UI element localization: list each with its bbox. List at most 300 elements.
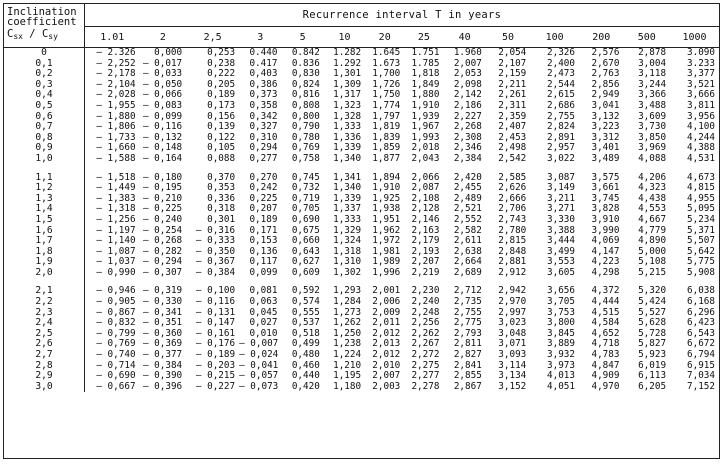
value-cell: 1,939 bbox=[411, 110, 440, 122]
coefficient-header-line1: Inclination bbox=[7, 6, 77, 18]
value-cell: 1,967 bbox=[411, 121, 440, 133]
interval-header: 5 bbox=[281, 27, 323, 48]
value-cell: – 0,282 bbox=[142, 245, 183, 257]
value-cell: – 0,316 bbox=[195, 224, 236, 236]
value-cell: 3,575 bbox=[591, 171, 620, 183]
value-cell: 0,000 bbox=[154, 47, 183, 58]
interval-header: 1000 bbox=[670, 27, 719, 48]
value-cell: 2,891 bbox=[547, 131, 575, 143]
value-cell: – 0,367 bbox=[195, 256, 236, 268]
value-cell: – 0,017 bbox=[142, 57, 183, 69]
value-cell: 4,531 bbox=[687, 152, 715, 164]
value-cell: – 0,195 bbox=[142, 182, 183, 194]
value-cell: 2,706 bbox=[498, 203, 527, 215]
value-cell: 0,225 bbox=[249, 192, 278, 204]
value-cell: 1.645 bbox=[372, 47, 401, 58]
value-cell: 5,642 bbox=[687, 245, 715, 257]
coefficient-cell: 0,9 bbox=[4, 143, 84, 154]
value-cell: 2,277 bbox=[411, 370, 440, 382]
value-cell: 1,323 bbox=[333, 99, 362, 111]
value-cell: 2,824 bbox=[547, 121, 575, 133]
value-cell: – 0,690 bbox=[96, 370, 136, 382]
interval-header: 25 bbox=[404, 27, 443, 48]
value-cell: 2,384 bbox=[453, 152, 482, 164]
value-cell: 5,371 bbox=[687, 224, 715, 236]
value-cell: – 2.326 bbox=[96, 47, 136, 58]
value-cell: 2,240 bbox=[411, 296, 440, 308]
value-cell: 4,088 bbox=[638, 152, 667, 164]
value-cell: – 0,294 bbox=[142, 256, 183, 268]
coefficient-cell: 2,0 bbox=[4, 268, 84, 279]
value-cell: 2,001 bbox=[372, 285, 401, 297]
value-cell: 0,205 bbox=[207, 78, 236, 90]
value-cell: 0,627 bbox=[291, 256, 320, 268]
value-cell: 1,880 bbox=[411, 89, 440, 101]
value-cell: 3,745 bbox=[591, 192, 620, 204]
value-cell: 2,420 bbox=[453, 171, 482, 183]
value-cell: 3,969 bbox=[638, 142, 667, 154]
value-cell: 2,159 bbox=[498, 68, 527, 80]
value-cell: 3,366 bbox=[638, 89, 667, 101]
value-cell: 5,424 bbox=[638, 296, 667, 308]
value-cell: 4,244 bbox=[687, 131, 715, 143]
value-cell: – 0,073 bbox=[239, 380, 279, 392]
value-cell: – 0,176 bbox=[195, 338, 236, 350]
coefficient-cell: 2,5 bbox=[4, 329, 84, 340]
value-cell: 2,308 bbox=[453, 131, 482, 143]
value-cell: 1,750 bbox=[372, 89, 401, 101]
value-cell: 3,609 bbox=[638, 110, 667, 122]
value-cell: 4,673 bbox=[687, 171, 715, 183]
value-cell: – 0,867 bbox=[96, 306, 136, 318]
value-cell: – 0,066 bbox=[142, 89, 183, 101]
value-cell: 0,800 bbox=[291, 110, 320, 122]
value-cell: 0,310 bbox=[249, 131, 278, 143]
value-cell: 5,000 bbox=[638, 245, 667, 257]
value-cell: 4,223 bbox=[591, 256, 620, 268]
coefficient-cell: 2,4 bbox=[4, 318, 84, 329]
value-cell: – 1,518 bbox=[96, 171, 136, 183]
value-cell: 2,262 bbox=[411, 327, 440, 339]
value-cell: 1,293 bbox=[333, 285, 362, 297]
value-cell: 4,515 bbox=[591, 306, 620, 318]
ratio-slash: / bbox=[22, 28, 42, 40]
table-body bbox=[4, 48, 719, 393]
value-cell: 0,373 bbox=[249, 89, 278, 101]
value-cell: 3,223 bbox=[591, 121, 620, 133]
value-cell: 1,310 bbox=[333, 256, 362, 268]
value-cell: 7,152 bbox=[687, 380, 715, 392]
value-cell: 0,499 bbox=[291, 338, 320, 350]
value-cell: 2,775 bbox=[453, 317, 482, 329]
value-cell: 2,686 bbox=[547, 99, 575, 111]
value-cell: – 0,369 bbox=[142, 338, 183, 350]
value-cell: – 0,254 bbox=[142, 224, 183, 236]
coefficient-cell: 1,0 bbox=[4, 154, 84, 165]
value-cell: – 1,037 bbox=[96, 256, 136, 268]
value-cell: 2,542 bbox=[498, 152, 527, 164]
value-cell: 3,377 bbox=[687, 68, 715, 80]
interval-header: 500 bbox=[623, 27, 670, 48]
value-cell: – 0,799 bbox=[96, 327, 136, 339]
value-cell: 4,147 bbox=[591, 245, 620, 257]
value-cell: 0,690 bbox=[291, 213, 320, 225]
value-cell: 2,576 bbox=[591, 47, 620, 58]
value-cell: – 1,660 bbox=[96, 142, 136, 154]
value-cell: 3.090 bbox=[687, 47, 715, 58]
value-cell: 0,574 bbox=[291, 296, 320, 308]
value-cell: 2,743 bbox=[498, 213, 527, 225]
value-cell: 0,592 bbox=[291, 285, 320, 297]
value-cell: – 0,161 bbox=[195, 327, 236, 339]
value-cell: 2,163 bbox=[411, 224, 440, 236]
value-cell: – 0,384 bbox=[142, 359, 183, 371]
value-cell: 0,336 bbox=[207, 192, 236, 204]
value-cell: 6,205 bbox=[638, 380, 667, 392]
value-cell: – 0,116 bbox=[195, 296, 236, 308]
value-cell: 0,537 bbox=[291, 317, 320, 329]
value-cell: 2,012 bbox=[372, 327, 401, 339]
value-cell: 4,553 bbox=[638, 203, 667, 215]
value-cell: 4,372 bbox=[591, 285, 620, 297]
value-cell: 1,700 bbox=[372, 68, 401, 80]
value-cell: – 0,268 bbox=[142, 235, 183, 247]
value-cell: 1,894 bbox=[372, 171, 401, 183]
value-cell: 2,248 bbox=[411, 306, 440, 318]
value-cell: 2,626 bbox=[498, 182, 527, 194]
value-cell: 1,180 bbox=[333, 380, 362, 392]
value-cell: 2,793 bbox=[453, 327, 482, 339]
value-cell: 4,388 bbox=[687, 142, 715, 154]
value-cell: 2,087 bbox=[411, 182, 440, 194]
value-cell: 3,048 bbox=[498, 327, 527, 339]
value-cell: 0,088 bbox=[207, 152, 236, 164]
value-cell: 0,189 bbox=[207, 89, 236, 101]
table-row bbox=[4, 215, 719, 226]
value-cell: 4,815 bbox=[687, 182, 715, 194]
value-cell: 1.751 bbox=[411, 47, 440, 58]
value-cell: 1.673 bbox=[372, 57, 401, 69]
value-cell: 3,118 bbox=[638, 68, 667, 80]
value-cell: 6,423 bbox=[687, 317, 715, 329]
header-row-intervals bbox=[4, 27, 719, 48]
value-cell: – 0,390 bbox=[142, 370, 183, 382]
value-cell: 3,666 bbox=[687, 89, 715, 101]
value-cell: 2,211 bbox=[498, 78, 527, 90]
value-cell: 4,847 bbox=[591, 359, 620, 371]
value-cell: 0,705 bbox=[291, 203, 320, 215]
value-cell: – 0,330 bbox=[142, 296, 183, 308]
value-cell: – 0,203 bbox=[195, 359, 236, 371]
value-cell: 2,455 bbox=[453, 182, 482, 194]
coefficient-cell: 1,6 bbox=[4, 226, 84, 237]
value-cell: 2,186 bbox=[453, 99, 482, 111]
value-cell: 3,521 bbox=[687, 78, 715, 90]
value-cell: 0,136 bbox=[249, 245, 278, 257]
value-cell: 3,132 bbox=[591, 110, 620, 122]
value-cell: 1,925 bbox=[372, 192, 401, 204]
value-cell: 2,346 bbox=[453, 142, 482, 154]
value-cell: 4,444 bbox=[591, 296, 620, 308]
value-cell: 2,359 bbox=[498, 110, 527, 122]
value-cell: 5,507 bbox=[687, 235, 715, 247]
value-cell: 4,779 bbox=[638, 224, 667, 236]
value-cell: 2,552 bbox=[453, 213, 482, 225]
value-cell: 6,672 bbox=[687, 338, 715, 350]
value-cell: 0,780 bbox=[291, 131, 320, 143]
coefficient-cell: 0,3 bbox=[4, 80, 84, 91]
value-cell: 1,859 bbox=[372, 142, 401, 154]
value-cell: 3,705 bbox=[547, 296, 575, 308]
value-cell: 2,267 bbox=[411, 338, 440, 350]
value-cell: 0,370 bbox=[207, 171, 236, 183]
value-cell: 0,294 bbox=[249, 142, 278, 154]
value-cell: 0,222 bbox=[207, 68, 236, 80]
value-cell: 2,453 bbox=[498, 131, 527, 143]
value-cell: 3,087 bbox=[547, 171, 575, 183]
interval-header: 200 bbox=[579, 27, 623, 48]
value-cell: 6,794 bbox=[687, 349, 715, 361]
value-cell: 2,521 bbox=[453, 203, 482, 215]
value-cell: 2,670 bbox=[591, 57, 620, 69]
value-cell: 0,660 bbox=[291, 235, 320, 247]
value-cell: 3,330 bbox=[547, 213, 575, 225]
value-cell: – 0,946 bbox=[96, 285, 136, 297]
frequency-factor-table bbox=[4, 4, 719, 392]
value-cell: – 0,132 bbox=[142, 131, 183, 143]
value-cell: 6,543 bbox=[687, 327, 715, 339]
coefficient-cell: 1,4 bbox=[4, 204, 84, 215]
coefficient-cell: 2,6 bbox=[4, 339, 84, 350]
value-cell: 3,753 bbox=[547, 306, 575, 318]
value-cell: 0,386 bbox=[249, 78, 278, 90]
value-cell: 5,908 bbox=[687, 266, 715, 278]
value-cell: 2,272 bbox=[411, 349, 440, 361]
value-cell: 0,420 bbox=[291, 380, 320, 392]
value-cell: 5,527 bbox=[638, 306, 667, 318]
value-cell: 0,318 bbox=[207, 203, 236, 215]
value-cell: 2,043 bbox=[411, 152, 440, 164]
value-cell: 4,890 bbox=[638, 235, 667, 247]
value-cell: 2,615 bbox=[547, 89, 575, 101]
value-cell: 5,728 bbox=[638, 327, 667, 339]
coefficient-cell: 1,3 bbox=[4, 194, 84, 205]
value-cell: 4,013 bbox=[547, 370, 575, 382]
value-cell: 2,142 bbox=[453, 89, 482, 101]
value-cell: 3,312 bbox=[591, 131, 620, 143]
value-cell: – 0,225 bbox=[142, 203, 183, 215]
value-cell: 1,339 bbox=[333, 192, 362, 204]
value-cell: 1,195 bbox=[333, 370, 362, 382]
value-cell: 3,023 bbox=[498, 317, 527, 329]
value-cell: 3,828 bbox=[591, 203, 620, 215]
value-cell: – 0,189 bbox=[195, 349, 236, 361]
value-cell: 2,881 bbox=[498, 256, 527, 268]
value-cell: 0,277 bbox=[249, 152, 278, 164]
value-cell: 2,107 bbox=[498, 57, 527, 69]
cy-subscript: sy bbox=[48, 32, 58, 41]
value-cell: – 0,832 bbox=[96, 317, 136, 329]
recurrence-table-scan bbox=[3, 3, 720, 459]
value-cell: 6,038 bbox=[687, 285, 715, 297]
table-row bbox=[4, 268, 719, 279]
coefficient-cell: 2,2 bbox=[4, 297, 84, 308]
value-cell: 5,108 bbox=[638, 256, 667, 268]
coefficient-cell: 2,1 bbox=[4, 286, 84, 297]
table-row bbox=[4, 382, 719, 393]
value-cell: 3,071 bbox=[498, 338, 527, 350]
coefficient-cell: 0,5 bbox=[4, 101, 84, 112]
value-cell: 2,611 bbox=[453, 235, 482, 247]
coefficient-cell: 1,7 bbox=[4, 236, 84, 247]
value-cell: – 0,307 bbox=[142, 266, 183, 278]
value-cell: 0,099 bbox=[249, 266, 278, 278]
value-cell: 1,938 bbox=[372, 203, 401, 215]
value-cell: 0.842 bbox=[291, 47, 320, 58]
value-cell: – 1,140 bbox=[96, 235, 136, 247]
value-cell: 2,957 bbox=[547, 142, 575, 154]
table-row bbox=[4, 48, 719, 59]
value-cell: 3,488 bbox=[638, 99, 667, 111]
value-cell: 2,544 bbox=[547, 78, 575, 90]
value-cell: – 0,164 bbox=[142, 152, 183, 164]
value-cell: 0,253 bbox=[207, 47, 236, 58]
value-cell: 2,054 bbox=[498, 47, 527, 58]
coefficient-header bbox=[4, 4, 84, 48]
value-cell: 4,298 bbox=[591, 266, 620, 278]
value-cell: – 1,955 bbox=[96, 99, 136, 111]
value-cell: 5,234 bbox=[687, 213, 715, 225]
value-cell: 0,207 bbox=[249, 203, 278, 215]
value-cell: 1,301 bbox=[333, 68, 362, 80]
table-row bbox=[4, 154, 719, 165]
coefficient-cell: 2,9 bbox=[4, 371, 84, 382]
value-cell: 3,605 bbox=[547, 266, 575, 278]
value-cell: – 2,252 bbox=[96, 57, 136, 69]
value-cell: 3,022 bbox=[547, 152, 575, 164]
value-cell: 0,027 bbox=[249, 317, 278, 329]
value-cell: – 0,333 bbox=[195, 235, 236, 247]
value-cell: 5,215 bbox=[638, 266, 667, 278]
value-cell: 2,108 bbox=[411, 192, 440, 204]
value-cell: 2,585 bbox=[498, 171, 527, 183]
value-cell: 1,819 bbox=[372, 121, 401, 133]
value-cell: 5,320 bbox=[638, 285, 667, 297]
value-cell: 0,122 bbox=[207, 131, 236, 143]
value-cell: 0,745 bbox=[291, 171, 320, 183]
value-cell: – 0,215 bbox=[195, 370, 236, 382]
value-cell: 2,498 bbox=[498, 142, 527, 154]
value-cell: 0,830 bbox=[291, 68, 320, 80]
value-cell: – 0,350 bbox=[195, 245, 236, 257]
value-cell: – 1,087 bbox=[96, 245, 136, 257]
value-cell: 0,063 bbox=[249, 296, 278, 308]
value-cell: – 2,178 bbox=[96, 68, 136, 80]
value-cell: 0,732 bbox=[291, 182, 320, 194]
value-cell: 0,173 bbox=[207, 99, 236, 111]
value-cell: 1,340 bbox=[333, 182, 362, 194]
value-cell: 4,584 bbox=[591, 317, 620, 329]
value-cell: 4,667 bbox=[638, 213, 667, 225]
value-cell: 0,045 bbox=[249, 306, 278, 318]
value-cell: 5,095 bbox=[687, 203, 715, 215]
value-cell: 0,153 bbox=[249, 235, 278, 247]
coefficient-cell: 2,7 bbox=[4, 350, 84, 361]
coefficient-cell: 0 bbox=[4, 48, 84, 59]
value-cell: 1,302 bbox=[333, 266, 362, 278]
value-cell: 5,923 bbox=[638, 349, 667, 361]
value-cell: 1,962 bbox=[372, 224, 401, 236]
coefficient-header-line2: coefficient bbox=[7, 16, 77, 28]
interval-header: 2 bbox=[140, 27, 187, 48]
value-cell: 6,113 bbox=[638, 370, 667, 382]
value-cell: 2,763 bbox=[591, 68, 620, 80]
value-cell: 1,774 bbox=[372, 99, 401, 111]
coefficient-cell: 0,6 bbox=[4, 112, 84, 123]
value-cell: 3,661 bbox=[591, 182, 620, 194]
value-cell: 1,210 bbox=[333, 359, 362, 371]
coefficient-cell: 2,3 bbox=[4, 308, 84, 319]
value-cell: 2,007 bbox=[372, 370, 401, 382]
value-cell: 1,238 bbox=[333, 338, 362, 350]
value-cell: 0,643 bbox=[291, 245, 320, 257]
value-cell: 0,440 bbox=[291, 370, 320, 382]
value-cell: – 0,240 bbox=[142, 213, 183, 225]
value-cell: 7,034 bbox=[687, 370, 715, 382]
value-cell: 3,811 bbox=[687, 99, 715, 111]
value-cell: 2,066 bbox=[411, 171, 440, 183]
value-cell: – 2,104 bbox=[96, 78, 136, 90]
value-cell: – 0,667 bbox=[96, 380, 136, 392]
value-cell: 2,400 bbox=[547, 57, 575, 69]
value-cell: 1,797 bbox=[372, 110, 401, 122]
value-cell: 0,139 bbox=[207, 121, 236, 133]
value-cell: 2,811 bbox=[453, 338, 482, 350]
coefficient-ratio bbox=[7, 29, 82, 42]
cs-subscript: sx bbox=[13, 32, 23, 41]
value-cell: 2,664 bbox=[453, 256, 482, 268]
interval-header: 20 bbox=[365, 27, 404, 48]
value-cell: 6,168 bbox=[687, 296, 715, 308]
value-cell: 3,149 bbox=[547, 182, 575, 194]
value-cell: 1,324 bbox=[333, 235, 362, 247]
value-cell: 3,990 bbox=[591, 224, 620, 236]
value-cell: 2,275 bbox=[411, 359, 440, 371]
value-cell: – 0,033 bbox=[142, 68, 183, 80]
value-cell: 2,848 bbox=[498, 245, 527, 257]
value-cell: 2,815 bbox=[498, 235, 527, 247]
value-cell: 0,189 bbox=[249, 213, 278, 225]
value-cell: – 1,318 bbox=[96, 203, 136, 215]
value-cell: 0,081 bbox=[249, 285, 278, 297]
coefficient-cell: 1,8 bbox=[4, 247, 84, 258]
value-cell: 6,019 bbox=[638, 359, 667, 371]
value-cell: 1,339 bbox=[333, 142, 362, 154]
value-cell: 2,997 bbox=[498, 306, 527, 318]
value-cell: 5,775 bbox=[687, 256, 715, 268]
value-cell: 0,171 bbox=[249, 224, 278, 236]
value-cell: 3,889 bbox=[547, 338, 575, 350]
value-cell: 2,018 bbox=[411, 142, 440, 154]
value-cell: – 0,024 bbox=[239, 349, 279, 361]
value-cell: – 1,880 bbox=[96, 110, 136, 122]
value-cell: 3,932 bbox=[547, 349, 575, 361]
value-cell: 0,238 bbox=[207, 57, 236, 69]
value-cell: – 0,100 bbox=[195, 285, 236, 297]
value-cell: 2,582 bbox=[453, 224, 482, 236]
value-cell: 2,207 bbox=[411, 256, 440, 268]
value-cell: – 0,319 bbox=[142, 285, 183, 297]
